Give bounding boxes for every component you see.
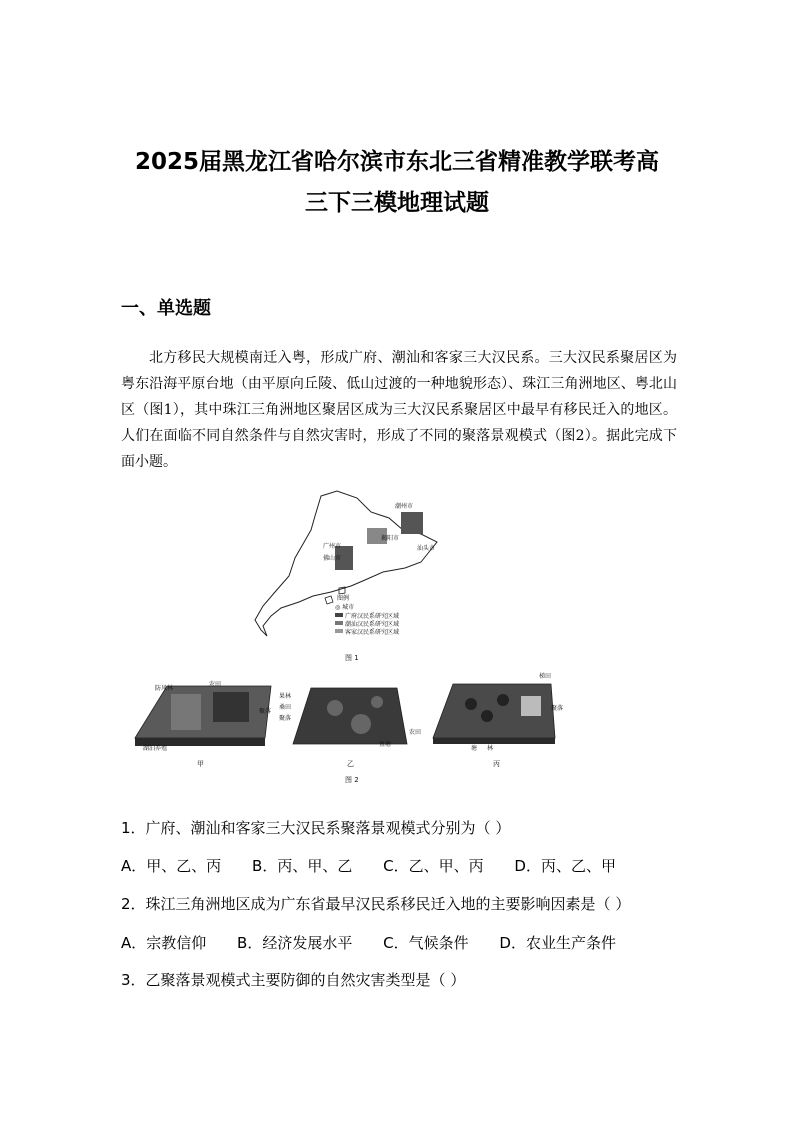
- city-label: 汕头市: [417, 545, 436, 552]
- panel-label: 鱼塘: [379, 741, 392, 748]
- panel-jia-fields: [171, 694, 201, 730]
- panel-name: 丙: [493, 760, 500, 768]
- legend-swatch: [335, 613, 343, 617]
- legend-title: 图例: [337, 595, 350, 602]
- option-a: A．宗教信仰: [121, 934, 207, 952]
- panel-label: 塘: [471, 745, 478, 752]
- figure-svg: [125, 488, 675, 788]
- panel-bing-tree: [481, 710, 493, 722]
- option-c: C．气候条件: [383, 934, 469, 952]
- question-3: 3．乙聚落景观模式主要防御的自然灾害类型是（ ）: [121, 971, 466, 989]
- figure1-caption: 图 1: [345, 654, 359, 662]
- legend-item: ◎ 城市: [335, 604, 355, 611]
- panel-name: 甲: [197, 760, 204, 768]
- city-label: 潮州市: [395, 503, 414, 510]
- city-label: 广州市: [323, 543, 342, 550]
- panel-jia-settlement: [213, 692, 249, 722]
- legend-item: 客家汉民系研究区域: [345, 629, 400, 636]
- page-title-line-1: 2025届黑龙江省哈尔滨市东北三省精准教学联考高: [134, 149, 659, 175]
- panel-label: 果林: [279, 693, 292, 700]
- panel-yi-pond: [327, 700, 343, 716]
- panel-yi-pond: [351, 714, 371, 734]
- panel-bing-settlement: [521, 696, 541, 716]
- option-a: A．甲、乙、丙: [121, 857, 222, 875]
- question-2-options: [121, 932, 642, 953]
- chaoshan-region: [401, 512, 423, 534]
- panel-yi-pond: [371, 696, 383, 708]
- passage-text: 北方移民大规模南迁入粤，形成广府、潮汕和客家三大汉民系。三大汉民系聚居区为粤东沿海平原台地（由平原向丘陵、低山过渡的一种地貌形态）、珠江三角洲地区、粤北山区（图1），其中珠江三角洲地区聚居区成为三大汉民系聚居区中最早有移民迁入的地区。人们在面临不同自然条件与自然灾害时，形成了不同的聚落景观模式（图2）。据此完成下面小题。: [121, 350, 677, 470]
- option-d: D．农业生产条件: [499, 934, 616, 952]
- panel-bing-tree: [497, 694, 509, 706]
- legend-item: 广府汉民系研究区域: [345, 613, 400, 620]
- panel-label: 防风林: [155, 685, 174, 692]
- panel-jia-terrain: [135, 686, 271, 738]
- panel-name: 乙: [347, 760, 354, 768]
- question-2: 2．珠江三角洲地区成为广东省最早汉民系移民迁入地的主要影响因素是（ ）: [121, 895, 631, 913]
- panel-bing-base: [433, 738, 555, 744]
- question-1-options: [121, 855, 642, 876]
- panel-label: 聚落: [279, 715, 292, 722]
- panel-label: 梯田: [539, 673, 552, 680]
- panel-label: 聚落: [259, 708, 272, 715]
- figure2-panel-bing: [433, 672, 563, 768]
- option-b: B．经济发展水平: [237, 934, 353, 952]
- panel-label: 林: [487, 745, 494, 752]
- page-title-line-2: 三下三模地理试题: [305, 190, 489, 216]
- city-label: 揭阳市: [381, 535, 400, 542]
- legend-swatch: [335, 629, 343, 633]
- panel-bing-tree: [465, 698, 477, 710]
- legend-swatch: [335, 621, 343, 625]
- figure-area: [125, 488, 675, 788]
- panel-label: 聚落: [551, 705, 564, 712]
- panel-label: 桑田: [279, 704, 292, 711]
- panel-label: 农田: [209, 681, 222, 688]
- figure2-panel-yi: [279, 688, 421, 768]
- panel-label: 湖泊养殖: [143, 745, 168, 752]
- figure2-caption: 图 2: [345, 776, 359, 784]
- panel-yi-terrain: [293, 688, 407, 744]
- city-label: 佛山市: [323, 555, 342, 562]
- figure1-map: [255, 491, 437, 662]
- option-b: B．丙、甲、乙: [252, 857, 353, 875]
- option-c: C．乙、甲、丙: [383, 857, 484, 875]
- section-heading: 一、单选题: [121, 298, 211, 319]
- legend-item: 潮汕汉民系研究区域: [345, 621, 400, 628]
- question-1: 1．广府、潮汕和客家三大汉民系聚落景观模式分别为（ ）: [121, 819, 511, 837]
- figure2-panel-jia: [135, 680, 271, 768]
- option-d: D．丙、乙、甲: [514, 857, 616, 875]
- panel-label: 农田: [409, 729, 422, 736]
